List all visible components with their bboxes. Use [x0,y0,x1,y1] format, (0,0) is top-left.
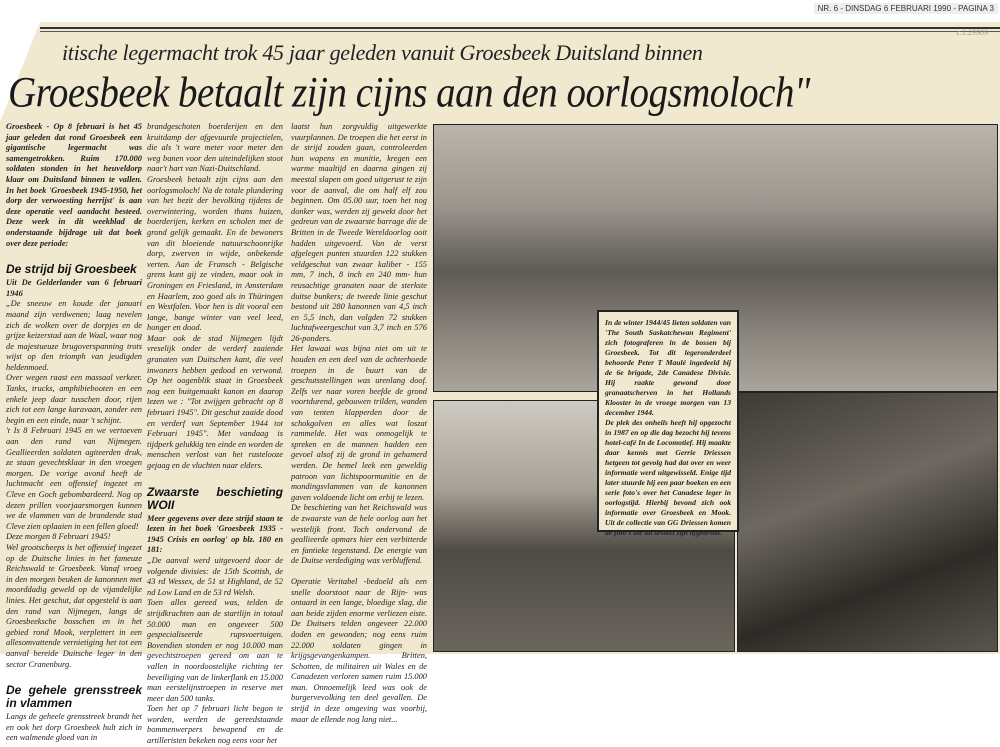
paragraph: Groesbeek betaalt zijn cijns aan den oorlogsmoloch! Na de totale plundering van het bezit der bevolking tijdens de overwintering, worden thans huizen, boerderijen, kerken en scholen met de grond gelijk gemaakt. En de bewoners van dit bloeiende natuurschoonrijke dorp, zwerven in wijde, onbekende verten. Aan de Fransch - Belgische grens kunt gij ze vinden, maar ook in Groningen en Friesland, in Amsterdam en Haarlem, zoo goed als in Thüringen en Westfalen. Voor hen is dit vooral een lange, bange winter van veel leed, honger en dood. [147,174,283,333]
page-title: Groesbeek betaalt zijn cijns aan den oorlogsmoloch" [8,68,810,117]
caption-paragraph: De plek des onheils heeft hij opgezocht in 1987 en op die dag bezocht hij tevens hotel-café In de Locomotief. Hij maakte daar kennis met Gerrie Driessen hetgeen tot gevolg had dat over en weer informatie werd uitgewisseld. Enige tijd later stuurde hij een paar boeken en een serie foto's over het Canadese leger in oorlogstijd. Hierbij bevond zich ook informatie over Groesbeek en Mook. Uit de collectie van GG Driessen komen de foto's die dit artikel zijn afgedrukt. [605,418,731,537]
article-column-1 [6,122,142,744]
paragraph: 't Is 8 Februari 1945 en we vertoeven aan den rand van Nijmegen. Geallieerden soldaten agiteerden druk, ze staan gevechtsklaar in den vroegen morgen. De vorige avond heeft de luchtmacht een offensief ingezet en Cleve en Goch gebombardeerd. Nog op dezen prillen voorjaarsmorgen kunnen we de vlammen van de brandende stad Cleve zien oplaaien in een fellen gloed! [6,426,142,531]
lead-paragraph: Groesbeek - Op 8 februari is het 45 jaar geleden dat rond Groesbeek een gigantische legermacht was samengetrokken. Ruim 170.000 soldaten stonden in het heuveldorp klaar om Duitsland binnen te vallen. In het boek 'Groesbeek 1945-1950, het dorp der verwoesting herrijst' is aan deze operatie veel aandacht besteed. Deze week in dit weekblad de onderstaande bijdrage uit dat boek over deze periode: [6,122,142,248]
divider [40,27,1000,29]
article-column-3 [291,122,427,725]
paragraph: „De sneeuw en koude der januari maand zijn verdwenen; laag nevelen zich de wolken over de dorpjes en de grijze keizerstad aan de Waal, waar nog de majestueuze brugoverspanning trots wijst op den triomph van jeudigden heldenmoed. [6,299,142,372]
paragraph: Langs de geheele grensstreek brandt het en ook het dorp Groesbeek hult zich in een walmende gloed van in [6,712,142,743]
paragraph: Toen het op 7 februari licht begon te worden, werden de gereedstaande bommenwerpers bewapend en de artilleristen bekeken nog eens voor het [147,704,283,746]
paragraph: Het lawaai was bijna niet om uit te houden en een deel van de achterhoede troepen in de buurt van de geschutsstellingen was urenlang doof. Zelfs ver naar voren beefde de grond voortdurend, gebouwen trilden, wanden van tenten klapperden door de schokgolven en alles wat loszat rammelde. Het was onmogelijk te spreken en de mannen hadden een gevoel alsof zij de grond in gehamerd werden. De hemel leek een geweldig patroon van lichtspoormunitie en de mondingsvlammen van de kanonnen gaven voldoende licht om erbij te lezen. [291,344,427,502]
section-heading: De gehele grensstreek in vlammen [6,683,142,711]
paragraph: De beschieting van het Reichswald was de zwaarste van de hele oorlog aan het westelijk front. Toch ondervond de geallieerde opmars hier een verbitterde en fantieke tegenstand. De energie van de Duitse verdediging was verbluffend. [291,503,427,566]
paragraph: Maar ook de stad Nijmegen lijdt vreselijk onder de verderf zaaiende granaten van Duitschen kant, die veel inwoners hebben gedood en verwond. Op het oogenblik staat in Groesbeek nog een buitgemaakt kanon en daarop lezen we : "Tot zwijgen gebracht op 8 februari 1945". Dit geschut zaaide dood en verderf van September 1944 tot Februari 1945". Met vandaag is tijdperk gelukkig ten einde en worden de menschen verlost van het rustelooze gejaag en de vluchten naar elders. [147,333,283,470]
section-heading: De strijd bij Groesbeek [6,262,137,277]
photo-soldiers-with-mortar [737,392,998,652]
source-line: Uit De Gelderlander van 6 februari 1946 [6,278,142,298]
paragraph: laatst hun zorgvuldig uitgewerkte vuurplannen. De troepen die het eerst in de strijd zouden gaan, controleerden hun wapens en munitie, kregen een warme maaltijd en daarna gingen zij meestal slapen om goed uitgerust te zijn voor de aanval, die om half elf zou beginnen. Om 05.00 uur, toen het nog donker was, werden zij gewekt door het gedreun van de zwaarste barrage die de Britten in de Tweede Wereldoorlog ooit hadden uitgevoerd. Van de verst afgelegen punten stuurden 122 stukken veldgeschut van zwaar kaliber - 155 mm, 7 inch, 8 inch en 240 mm- hun reusachtige granaten naar de sterkste duitse bunkers; de tweede linie geschut bestond uit 280 kanonnen van 4,5 inch en 5,5 inch, dan volgden 72 stukken luchtafweergeschut van 3,7 inch en 576 26-ponders. [291,122,427,343]
paragraph: Over wegen raast een massaal verkeer. Tanks, trucks, amphibiebooten en een enkele jeep daar tusschen door, rijen zich tot een lange karavaan, zonder een begin en een einde, naar 't schijnt. [6,373,142,425]
source-line: Meer gegevens over deze strijd staan te lezen in het boek 'Groesbeek 1935 - 1945 Crisis en oorlog' op blz. 180 en 181: [147,513,283,555]
paragraph: Wel grootscheeps is het offensief ingezet op de Duitsche linies in het fameuze Reichswald te Groesbeek. Vanaf vroeg in den morgen beuken de kanonnen met moorddadig geweld op de vijandelijke linies. Het geschut, dat opgesteld is aan den rand van Nijmegen, langs de Groesbeeksche bosschen en in het gebied rond Mook, verplettert in een allesomvattende vernietiging het tot een aanval bereide Duitsche leger in den sector Cranenburg. [6,542,142,669]
paragraph: Deze morgen 8 Februari 1945! [6,532,111,542]
paragraph: brandgeschoten boerderijen en den kruitdamp der afgevuurde projectielen, die als 't ware meter voor meter den weg banen voor den uiteindelijken stoot naar't hart van Nazi-Duitschland. [147,122,283,174]
article-column-2 [147,122,283,747]
masthead: NR. 6 - DINSDAG 6 FEBRUARI 1990 - PAGINA 3 [814,3,998,14]
section-heading: Zwaarste beschieting WOII [147,484,283,512]
divider [40,31,1000,32]
photo-caption-box [597,310,739,537]
paragraph: Toen alles gereed was, telden de strijdkrachten aan de startlijn in totaal 50.000 man en ongeveer 500 gespecialiseerde rupsvoertuigen. Bovendien stonden er nog 10.000 man gevechtstroepen gereed om aan te vallen in noordoostelijke richting ter beveiliging van de linkerflank en 15.000 man eerstelijnstroepen in reserve met meer dan 500 tanks. [147,598,283,703]
paragraph: Operatie Veritabel -bedoeld als een snelle doorstoot naar de Rijn- was ontaard in een lange, bloedige slag, die aan beide zijden enorme verliezen eiste. De Duitsers telden ongeveer 22.000 doden en gewonden; nog eens ruim 22.000 soldaten gingen in krijgsgevangenkampen. Britten, Schotten, de militairen uit Wales en de Canadezen verloren samen ruim 15.000 man. Onnoemelijk leed was ook de burgervevolking ten deel gevallen. De strijd in deze omgeving was voorbij, maar de ellende nog lang niet... [291,576,427,724]
caption-paragraph: In de winter 1944/45 lieten soldaten van 'The South Saskatchewan Regiment' zich fotograferen in de bossen bij Groesbeek. Tot dit legeronderdeel behoorde Peter T Maulé ingedeeld bij de 6e brigade, 2de Canadese Divisie. Hij raakte gewond door granaatscherven in het Hollands Klooster in de vroege morgen van 13 december 1944. [605,318,731,417]
handwritten-note: c.1.29909 [956,28,988,37]
kicker-headline: itische legermacht trok 45 jaar geleden vanuit Groesbeek Duitsland binnen [62,40,703,65]
paragraph: „De aanval werd uitgevoerd door de volgende divisies: de 15th Scottish, de 43 rd Wessex, de 51 st Highland, de 52 nd Low Land en de 53 rd Welsh. [147,555,283,597]
